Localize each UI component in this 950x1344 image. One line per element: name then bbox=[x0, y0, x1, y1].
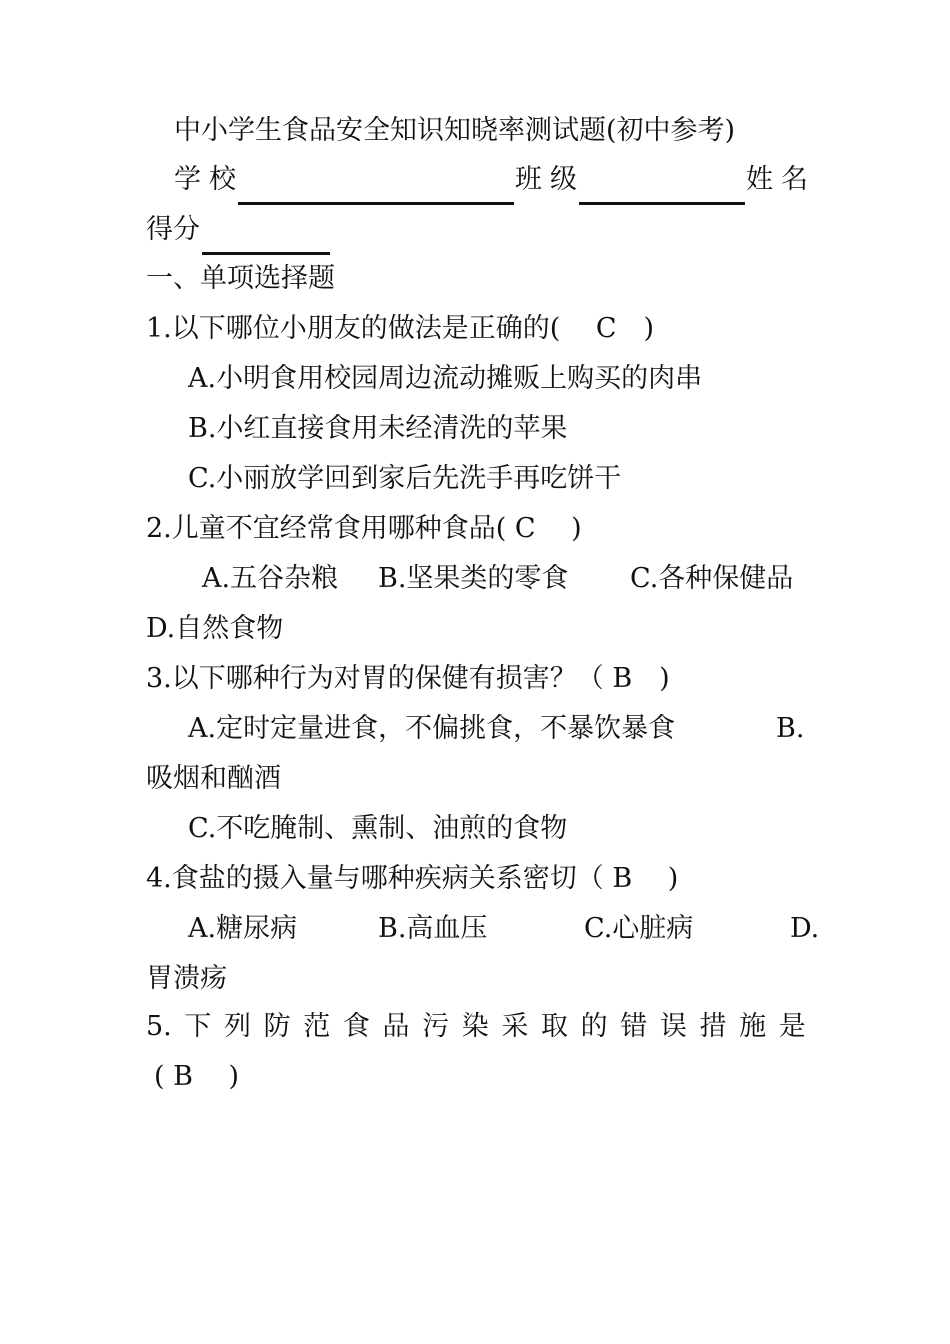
school-label: 学校 bbox=[174, 164, 244, 195]
question-5-char: 错 bbox=[620, 1011, 648, 1042]
question-3-option-a: A.定时定量进食，不偏挑食，不暴饮暴食 bbox=[188, 713, 676, 744]
question-3-stem: 3.以下哪种行为对胃的保健有损害？（ B ) bbox=[146, 663, 670, 694]
question-1-stem: 1.以下哪位小朋友的做法是正确的( C ) bbox=[146, 313, 655, 344]
question-1-option-c: C.小丽放学回到家后先洗手再吃饼干 bbox=[188, 463, 622, 494]
question-1-option-a: A.小明食用校园周边流动摊贩上购买的肉串 bbox=[188, 363, 703, 394]
question-2-option-d: D.自然食物 bbox=[146, 613, 284, 644]
question-4-option-a: A.糖尿病 bbox=[188, 913, 298, 944]
question-5-char: 的 bbox=[580, 1011, 608, 1042]
question-5-char: 采 bbox=[501, 1011, 529, 1042]
question-5-char: 措 bbox=[699, 1011, 727, 1042]
question-5-char: 下 bbox=[184, 1011, 212, 1042]
question-5-answer: ( B ) bbox=[154, 1061, 240, 1092]
question-2-option-b: B.坚果类的零食 bbox=[378, 563, 569, 594]
question-2-option-a: A.五谷杂粮 bbox=[202, 563, 339, 594]
question-5-char: 品 bbox=[382, 1011, 410, 1042]
page-title: 中小学生食品安全知识知晓率测试题(初中参考) bbox=[174, 115, 736, 146]
score-label: 得分 bbox=[146, 214, 200, 245]
question-5-char: 是 bbox=[778, 1011, 806, 1042]
question-5-char: 食 bbox=[342, 1011, 370, 1042]
question-5-char: 5. bbox=[146, 1011, 172, 1042]
question-5-char: 取 bbox=[541, 1011, 569, 1042]
question-5-char: 防 bbox=[263, 1011, 291, 1042]
school-blank[interactable] bbox=[238, 202, 514, 205]
question-1-option-b: B.小红直接食用未经清洗的苹果 bbox=[188, 413, 568, 444]
question-4-option-d-marker: D. bbox=[790, 913, 820, 944]
question-5-char: 污 bbox=[422, 1011, 450, 1042]
name-label: 姓名 bbox=[746, 164, 816, 195]
question-2-stem: 2.儿童不宜经常食用哪种食品( C ) bbox=[146, 513, 582, 544]
section-heading: 一、单项选择题 bbox=[146, 263, 335, 294]
class-label: 班级 bbox=[515, 164, 585, 195]
question-4-stem: 4.食盐的摄入量与哪种疾病关系密切（ B ) bbox=[146, 863, 679, 894]
question-5-stem bbox=[146, 1010, 806, 1044]
question-5-char: 列 bbox=[224, 1011, 252, 1042]
question-5-char: 误 bbox=[659, 1011, 687, 1042]
question-4-option-d-text: 胃溃疡 bbox=[146, 963, 227, 994]
question-5-char: 范 bbox=[303, 1011, 331, 1042]
class-blank[interactable] bbox=[579, 202, 745, 205]
question-5-char: 染 bbox=[461, 1011, 489, 1042]
question-5-char: 施 bbox=[739, 1011, 767, 1042]
question-3-option-b-marker: B. bbox=[776, 713, 805, 744]
question-4-option-c: C.心脏病 bbox=[584, 913, 694, 944]
question-3-option-b-text: 吸烟和酗酒 bbox=[146, 763, 281, 794]
question-4-option-b: B.高血压 bbox=[378, 913, 488, 944]
question-2-option-c: C.各种保健品 bbox=[630, 563, 794, 594]
question-3-option-c: C.不吃腌制、熏制、油煎的食物 bbox=[188, 813, 568, 844]
score-blank[interactable] bbox=[202, 252, 330, 255]
